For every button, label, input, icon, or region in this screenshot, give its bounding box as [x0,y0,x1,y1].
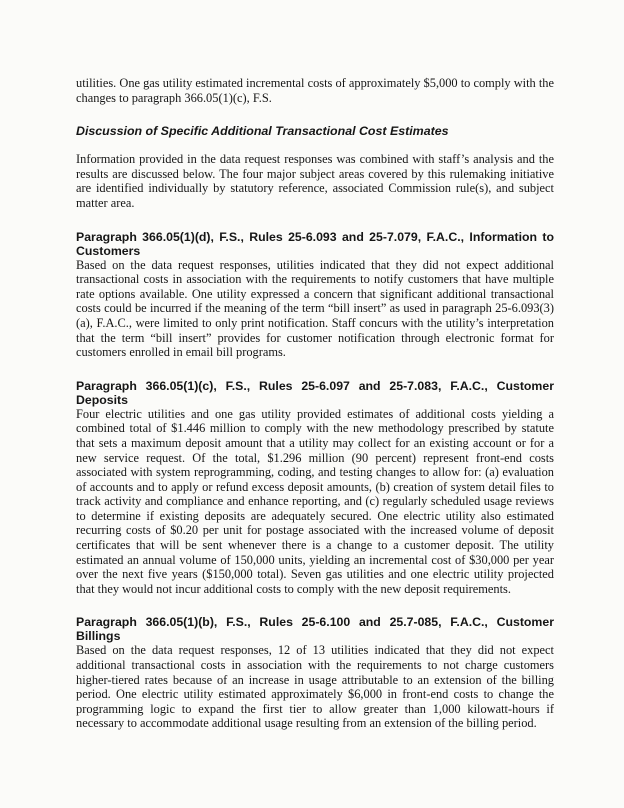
subsection-customer-billings [76,615,554,731]
page-content [76,76,554,731]
subsection-body: Four electric utilities and one gas utility provided estimates of additional costs yielding a combined total of $1.446 million to comply with the new methodology prescribed by statute that sets a maximum deposit amount that a utility may collect for an existing account or for a new service request. Of the total, $1.296 million (90 percent) represent front-end costs associated with system reprogramming, coding, and testing changes to allow for: (a) evaluation of accounts and to apply or refund excess deposit amounts, (b) creation of system detail files to track activity and compliance and enhance reporting, and (c) regularly scheduled usage reviews to determine if existing deposits are adequately secured. One electric utility also estimated recurring costs of $0.20 per unit for postage associated with the increased volume of deposit certificates that will be sent whenever there is a change to a customer deposit. The utility estimated an annual volume of 150,000 units, yielding an incremental cost of $30,000 per year over the next five years ($150,000 total). Seven gas utilities and one electric utility projected that they would not incur additional costs to comply with the new deposit requirements. [76,406,554,596]
subsection-body: Based on the data request responses, utilities indicated that they did not expect additional transactional costs in association with the requirements to notify customers that have multiple rate options available. One utility expressed a concern that significant additional transactional costs could be incurred if the meaning of the term “bill insert” as used in paragraph 25-6.093(3)(a), F.A.C., were limited to only print notification. Staff concurs with the utility’s interpretation that the term “bill insert” provides for customer notification through electronic format for customers enrolled in email bill programs. [76,257,554,360]
subsection-information-to-customers [76,230,554,360]
subsection-heading: Paragraph 366.05(1)(b), F.S., Rules 25-6.100 and 25.7-085, F.A.C., Customer Billings [76,615,554,644]
section-heading: Discussion of Specific Additional Transactional Cost Estimates [76,124,449,139]
intro-paragraph: utilities. One gas utility estimated incremental costs of approximately $5,000 to comply with the changes to paragraph 366.05(1)(c), F.S. [76,76,554,105]
subsection-heading: Paragraph 366.05(1)(d), F.S., Rules 25-6.093 and 25-7.079, F.A.C., Information to Customers [76,229,554,258]
discussion-section [76,124,554,210]
subsection-heading: Paragraph 366.05(1)(c), F.S., Rules 25-6.097 and 25-7.083, F.A.C., Customer Deposits [76,378,554,407]
subsection-body: Based on the data request responses, 12 of 13 utilities indicated that they did not expect additional transactional costs in association with the requirements to not charge customers higher-tiered rates because of an increase in usage attributable to an extension of the billing period. One electric utility estimated approximately $6,000 in front-end costs to change the programming logic to expand the first tier to allow greater than 1,000 kilowatt-hours if necessary to accommodate additional usage resulting from an extension of the billing period. [76,643,554,731]
subsection-customer-deposits [76,379,554,597]
section-paragraph: Information provided in the data request responses was combined with staff’s analysis and the results are discussed below. The four major subject areas covered by this rulemaking initiative are identified individually by statutory reference, associated Commission rule(s), and subject matter area. [76,152,554,210]
